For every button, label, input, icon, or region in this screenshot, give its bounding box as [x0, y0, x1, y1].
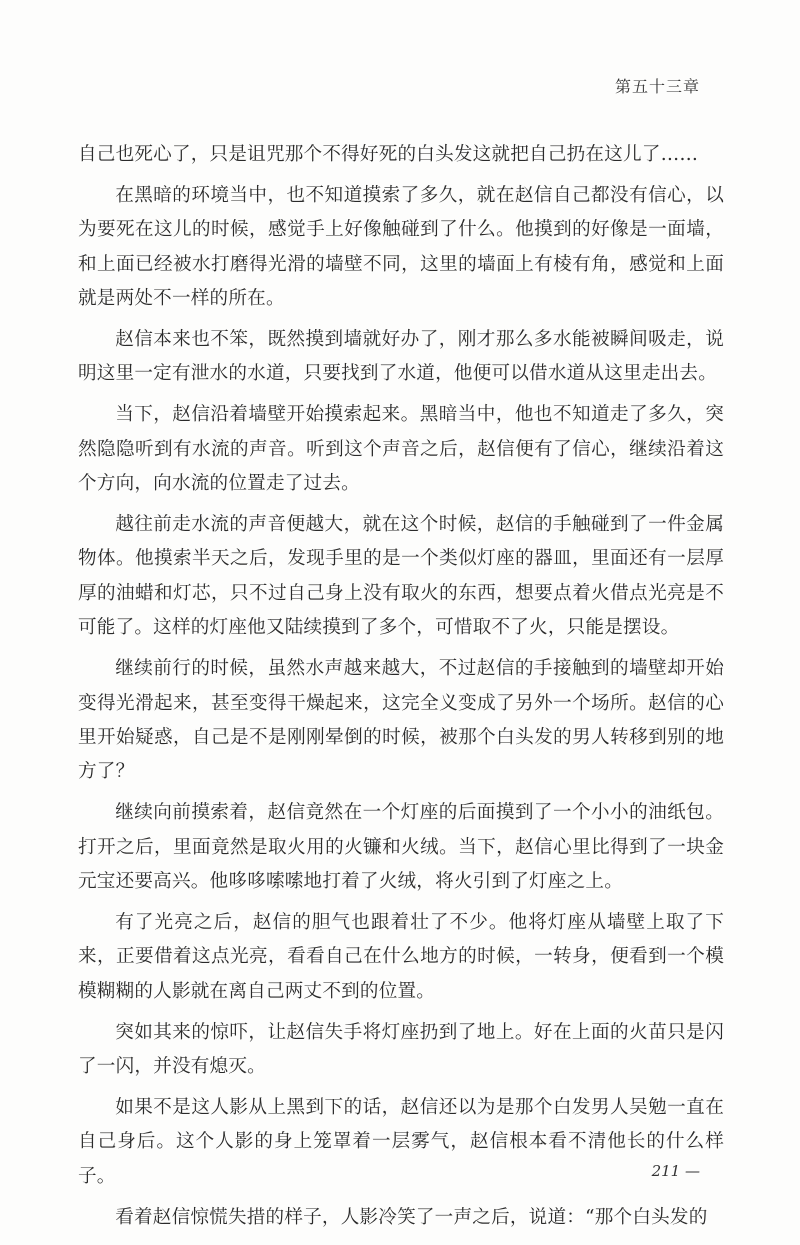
paragraph: 看着赵信惊慌失措的样子，人影冷笑了一声之后，说道：“那个白头发的 [115, 1206, 708, 1228]
paragraph: 继续向前摸索着，赵信竟然在一个灯座的后面摸到了一个小小的油纸包。打开之后，里面竟然是取火用的火镰和火绒。当下，赵信心里比得到了一块金元宝还要高兴。他哆哆嗦嗦地打着了火绒，将火引到了灯座之上。 [78, 802, 724, 893]
page-number: 211 — [651, 1162, 700, 1180]
body-text [78, 138, 724, 1242]
paragraph: 越往前走水流的声音便越大，就在这个时候，赵信的手触碰到了一件金属物体。他摸索半天之后，发现手里的是一个类似灯座的器皿，里面还有一层厚厚的油蜡和灯芯，只不过自己身上没有取火的东西，想要点着火借点光亮是不可能了。这样的灯座他又陆续摸到了多个，可惜取不了火，只能是摆设。 [78, 514, 724, 639]
paragraph: 如果不是这人影从上黑到下的话，赵信还以为是那个白发男人吴勉一直在自己身后。这个人影的身上笼罩着一层雾气，赵信根本看不清他长的什么样子。 [78, 1097, 724, 1187]
chapter-header: 第五十三章 [614, 77, 700, 96]
paragraph: 当下，赵信沿着墙壁开始摸索起来。黑暗当中，他也不知道走了多久，突然隐隐听到有水流的声音。听到这个声音之后，赵信便有了信心，继续沿着这个方向，向水流的位置走了过去。 [78, 404, 724, 495]
paragraph: 有了光亮之后，赵信的胆气也跟着壮了不少。他将灯座从墙壁上取了下来，正要借着这点光亮，看看自己在什么地方的时候，一转身，便看到一个模模糊糊的人影就在离自己两丈不到的位置。 [78, 912, 724, 1002]
paragraph: 在黑暗的环境当中，也不知道摸索了多久，就在赵信自己都没有信心，以为要死在这儿的时候，感觉手上好像触碰到了什么。他摸到的好像是一面墙，和上面已经被水打磨得光滑的墙壁不同，这里的墙面上有棱有角，感觉和上面就是两处不一样的所在。 [78, 184, 724, 310]
paragraph: 赵信本来也不笨，既然摸到墙就好办了，刚才那么多水能被瞬间吸走，说明这里一定有泄水的水道，只要找到了水道，他便可以借水道从这里走出去。 [78, 329, 724, 385]
paragraph: 继续前行的时候，虽然水声越来越大，不过赵信的手接触到的墙壁却开始变得光滑起来，甚至变得干燥起来，这完全义变成了另外一个场所。赵信的心里开始疑惑，自己是不是刚刚晕倒的时候，被那个白头发的男人转移到别的地方了？ [78, 658, 724, 783]
paragraph: 突如其来的惊吓，让赵信失手将灯座扔到了地上。好在上面的火苗只是闪了一闪，并没有熄灭。 [78, 1021, 724, 1078]
paragraph: 自己也死心了，只是诅咒那个不得好死的白头发这就把自己扔在这儿了…… [78, 144, 699, 165]
